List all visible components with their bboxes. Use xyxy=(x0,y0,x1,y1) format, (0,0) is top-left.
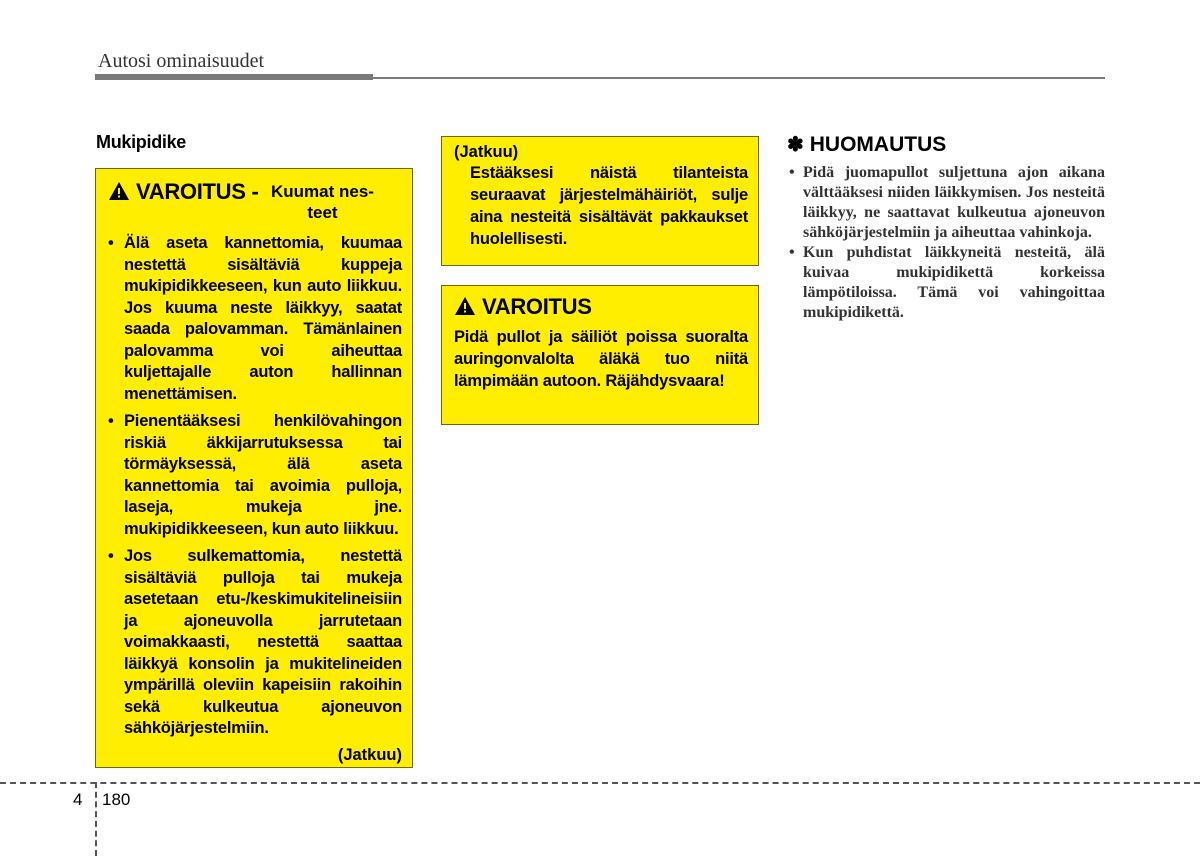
asterisk-icon: ✽ xyxy=(787,134,804,156)
notice-section xyxy=(787,132,1105,323)
list-item xyxy=(108,546,402,740)
notice-list xyxy=(787,163,1105,323)
warning-text: Pidä pullot ja säiliöt poissa suoralta auringonvalolta äläkä tuo niitä lämpimään autoon. Räjähdysvaara! xyxy=(454,328,748,390)
warning-header xyxy=(108,179,402,223)
bullet-dot: • xyxy=(108,547,114,565)
warning-subtitle: Kuumat nes-teet xyxy=(271,182,374,222)
warning-label: VAROITUS xyxy=(482,294,592,319)
warning-hot-liquids-box xyxy=(95,168,413,768)
continued-label: (Jatkuu) xyxy=(337,745,402,764)
footer-dashed-rule xyxy=(0,782,1200,784)
list-item-text: Älä aseta kannettomia, kuumaa nestettä sisältäviä kuppeja mukipidikkeeseen, kun auto liikkuu. Jos kuuma neste läikkyy, saatat saada palovamman. Tämänlainen palovamma voi aiheuttaa kuljettajalle auton hallinnan menettämisen. xyxy=(124,234,402,403)
page-number: 180 xyxy=(102,790,131,809)
list-item xyxy=(787,163,1105,243)
warning-triangle-icon xyxy=(108,181,130,201)
footer-dashed-divider xyxy=(95,782,97,856)
warning-header xyxy=(454,294,748,320)
bullet-dot: • xyxy=(108,412,114,430)
warning-sunlight-box xyxy=(441,285,759,425)
bullet-dot: • xyxy=(789,244,795,261)
notice-heading xyxy=(787,132,1105,157)
continued-warning-box xyxy=(441,136,759,266)
chapter-number: 4 xyxy=(73,790,83,809)
list-item xyxy=(787,243,1105,323)
continued-heading: (Jatkuu) xyxy=(454,143,519,161)
list-item xyxy=(108,233,402,405)
header-rule-thin xyxy=(373,77,1105,79)
bullet-dot: • xyxy=(108,234,114,252)
list-item-text: Kun puhdistat läikkyneitä nesteitä, älä kuivaa mukipidikettä korkeissa lämpötiloissa. Tämä voi vahingoittaa mukipidikettä. xyxy=(803,244,1105,321)
list-item xyxy=(108,411,402,540)
notice-title: HUOMAUTUS xyxy=(809,132,947,156)
bullet-dot: • xyxy=(789,164,795,181)
section-title: Mukipidike xyxy=(96,132,187,152)
warning-label: VAROITUS - xyxy=(136,179,259,204)
continued-text: Estääksesi näistä tilanteista seuraavat järjestelmähäiriöt, sulje aina nesteitä sisältävät pakkaukset huolellisesti. xyxy=(470,164,748,248)
warning-bullet-list xyxy=(108,233,402,740)
header-rule-thick xyxy=(95,74,373,80)
page-header-title: Autosi ominaisuudet xyxy=(98,50,265,72)
list-item-text: Pidä juomapullot suljettuna ajon aikana välttääksesi niiden läikkymisen. Jos nesteitä läikkyy, ne saattavat kulkeutua ajoneuvon sähköjärjestelmiin ja aiheuttaa vahinkoja. xyxy=(803,164,1105,241)
list-item-text: Jos sulkemattomia, nestettä sisältäviä pulloja tai mukeja asetetaan etu-/keskimukitelineisiin ja ajoneuvolla jarrutetaan voimakkaasti, nestettä saattaa läikkyä konsolin ja mukitelineiden ympärillä oleviin kapeisiin rakoihin sekä kulkeutua ajoneuvon sähköjärjestelmiin. xyxy=(124,547,402,737)
warning-triangle-icon xyxy=(454,296,476,316)
list-item-text: Pienentääksesi henkilövahingon riskiä äkkijarrutuksessa tai törmäyksessä, älä aseta kannettomia tai avoimia pulloja, laseja, mukeja jne. mukipidikkeeseen, kun auto liikkuu. xyxy=(124,412,402,538)
